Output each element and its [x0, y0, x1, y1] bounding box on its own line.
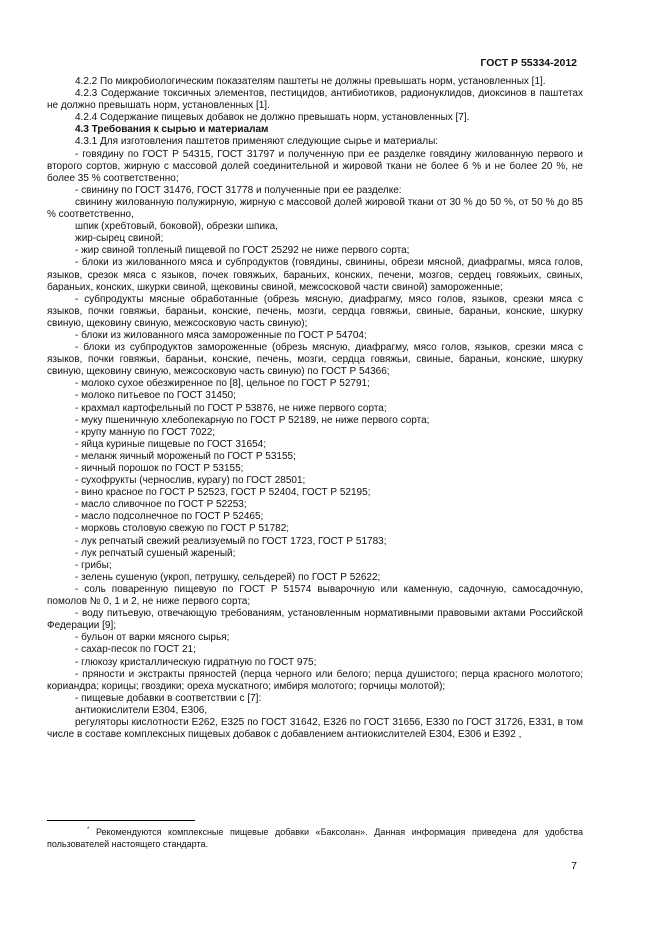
paragraph: - масло подсолнечное по ГОСТ Р 52465; — [75, 511, 264, 523]
paragraph: - грибы; — [75, 559, 112, 571]
paragraph: - блоки из субпродуктов замороженные (обрезь мясную, диафрагму, мясо голов, языков, срезки мяса с языков, почки говяжьи, бараньи, конские, печень, мозги, сердца говяжьи, свиные, бараньи, конские, шкурку свиную, щековину свиную, межсосковую часть свиную) по ГОСТ Р 54366; — [47, 342, 583, 378]
document-body — [47, 76, 583, 741]
paragraph: - яйца куриные пищевые по ГОСТ 31654; — [75, 438, 267, 450]
footnote-marker: * — [87, 827, 90, 833]
page-number: 7 — [571, 860, 577, 872]
paragraph: - воду питьевую, отвечающую требованиям, установленным нормативными правовыми актами Российской Федерации [9]; — [47, 608, 583, 632]
paragraph: - морковь столовую свежую по ГОСТ Р 51782; — [75, 523, 290, 535]
paragraph: - крупу манную по ГОСТ 7022; — [75, 426, 216, 438]
paragraph: - пряности и экстракты пряностей (перца черного или белого; перца душистого; перца красного молотого; кориандра; корицы; гвоздики; ореха мускатного; имбиря молотого; горчицы молотой); — [47, 668, 583, 692]
paragraph: - меланж яичный мороженый по ГОСТ Р 53155; — [75, 450, 296, 462]
paragraph: - вино красное по ГОСТ Р 52523, ГОСТ Р 52404, ГОСТ Р 52195; — [75, 487, 371, 499]
paragraph: - бульон от варки мясного сырья; — [75, 632, 230, 644]
paragraph: - яичный порошок по ГОСТ Р 53155; — [75, 463, 244, 474]
paragraph: - глюкозу кристаллическую гидратную по ГОСТ 975; — [75, 656, 317, 668]
paragraph: - муку пшеничную хлебопекарную по ГОСТ Р 52189, не ниже первого сорта; — [75, 414, 430, 426]
paragraph: жир-сырец свиной; — [75, 233, 164, 245]
paragraph: - субпродукты мясные обработанные (обрезь мясную, диафрагму, мясо голов, языков, срезки мяса с языков, почки говяжьи, бараньи, конские, печень, мозги, сердца говяжьи, свиные, бараньи, конские, шкурку свиную, щековину свиную, межсосковую часть свиную); — [47, 293, 583, 329]
paragraph: - жир свиной топленый пищевой по ГОСТ 25292 не ниже первого сорта; — [75, 245, 410, 257]
footnote-separator — [47, 820, 195, 821]
footnote — [47, 827, 583, 850]
paragraph: - зелень сушеную (укроп, петрушку, сельдерей) по ГОСТ Р 52622; — [75, 571, 381, 583]
paragraph: - молоко сухое обезжиренное по [8], цельное по ГОСТ Р 52791; — [75, 378, 370, 390]
paragraph: - блоки из жилованного мяса замороженные по ГОСТ Р 54704; — [75, 329, 367, 341]
paragraph: свинину жилованную полужирную, жирную с массовой долей жировой ткани от 30 % до 50 %, от 50 % до 85 % соответственно, — [47, 196, 583, 221]
paragraph: - блоки из жилованного мяса и субпродуктов (говядины, свинины, обрези мясной, диафрагмы, мяса голов, языков, срезок мяса с языков, почек говяжьих, бараньих, конских, печени, мозгов, сердец говяжьих, свиных, бараньих, конских, шкурки свиной, щековины свиной, межсосковой части свиной) замороженные; — [47, 257, 583, 293]
standard-header: ГОСТ Р 55334-2012 — [480, 57, 577, 69]
paragraph: 4.3.1 Для изготовления паштетов применяют следующие сырье и материалы: — [75, 136, 439, 148]
paragraph: - соль поваренную пищевую по ГОСТ Р 51574 выварочную или каменную, садочную, самосадочную, помолов № 0, 1 и 2, не ниже первого сорта; — [47, 583, 583, 608]
paragraph: - сухофрукты (чернослив, курагу) по ГОСТ 28501; — [75, 475, 306, 487]
paragraph: антиокислители Е304, Е306, — [75, 704, 208, 716]
paragraph: - говядину по ГОСТ Р 54315, ГОСТ 31797 и полученную при ее разделке говядину жилованную первого и второго сортов, жирную с массовой долей соединительной и жировой ткани не более 6 % и не более 20 %, не более 35 % соответственно; — [47, 148, 583, 184]
paragraph: 4.2.3 Содержание токсичных элементов, пестицидов, антибиотиков, радионуклидов, диоксинов в паштетах не должно превышать норм, установленных [1]. — [47, 88, 583, 112]
paragraph: шпик (хребтовый, боковой), обрезки шпика, — [75, 221, 278, 233]
paragraph: 4.2.2 По микробиологическим показателям паштеты не должны превышать норм, установленных [1]. — [75, 76, 546, 87]
paragraph: - крахмал картофельный по ГОСТ Р 53876, не ниже первого сорта; — [75, 402, 387, 414]
paragraph: 4.2.4 Содержание пищевых добавок не должно превышать норм, установленных [7]. — [75, 112, 470, 124]
section-heading: 4.3 Требования к сырью и материалам — [75, 124, 269, 136]
paragraph: - лук репчатый сушеный жареный; — [75, 547, 236, 559]
paragraph: - молоко питьевое по ГОСТ 31450; — [75, 390, 236, 402]
paragraph: регуляторы кислотности Е262, Е325 по ГОСТ 31642, Е326 по ГОСТ 31656, Е330 по ГОСТ 31726, Е331, в том числе в составе комплексных пищевых добавок с добавлением антиокислителей Е304, Е306 и Е392 , — [47, 716, 583, 741]
paragraph: - сахар-песок по ГОСТ 21; — [75, 644, 196, 656]
footnote-text: Рекомендуются комплексные пищевые добавки «Баксолан». Данная информация приведена для удобства пользователей настоящего стандарта. — [47, 827, 583, 849]
paragraph: - пищевые добавки в соответствии с [7]: — [75, 692, 262, 704]
paragraph: - масло сливочное по ГОСТ Р 52253; — [75, 499, 247, 511]
paragraph: - свинину по ГОСТ 31476, ГОСТ 31778 и полученные при ее разделке: — [75, 184, 402, 196]
paragraph: - лук репчатый свежий реализуемый по ГОСТ 1723, ГОСТ Р 51783; — [75, 535, 387, 547]
